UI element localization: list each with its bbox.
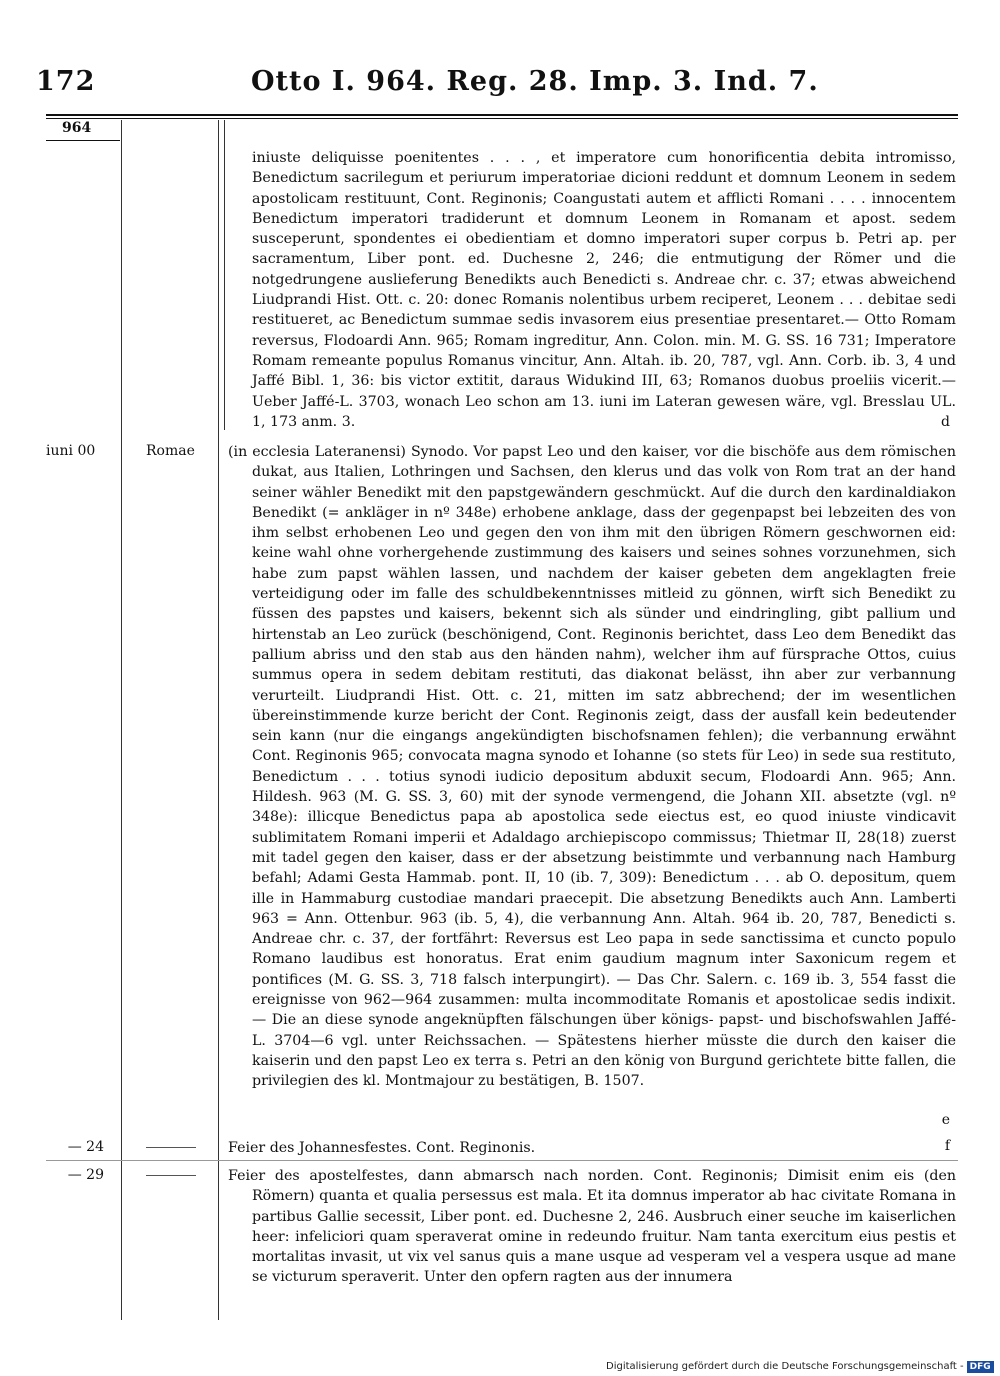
footer-credit (606, 1361, 994, 1373)
dfg-logo: DFG (967, 1361, 994, 1373)
entry-date: — 29 (67, 1167, 104, 1183)
entry-separator (46, 1160, 958, 1161)
regest-entry-2 (228, 442, 956, 1128)
regest-entry-3 (228, 1138, 956, 1158)
entry-paragraph: iniuste deliquisse poenitentes . . . , et imperatore cum honorificentia debita intromisso, Benedictum sacrilegum et periurum imperatoriae dicioni reddunt et domnum Leonem in sedem apostolicam restituunt, Cont. Reginonis; Coangustati autem et afflicti Romani . . . . innocentem Benedictum imperatori tradiderunt et domnum Leonem in Romanam et apost. sedem susceperunt, spondentes ei obedientiam et domno imperatori super corpus b. Petri ap. per sacramentum, Liber pont. ed. Duchesne 2, 246; die entmutigung der Römer und die notgedrungene auslieferung Benedikts auch Benedicti s. Andreae chr. c. 37; etwas abweichend Liudprandi Hist. Ott. c. 20: donec Romanis nolentibus urbem reciperet, Leonem . . . debitae sedi restitueret, ac Benedictum summae sedis invasorem eius presentiae presentaret.— Otto Romam reversus, Flodoardi Ann. 965; Romam ingreditur, Ann. Colon. min. M. G. SS. 16 731; Imperatore Romam remeante populus Romanus vincitur, Ann. Altah. ib. 20, 787, vgl. Ann. Corb. ib. 3, 4 und Jaffé Bibl. 1, 36: bis victor extitit, daraus Widukind III, 63; Romanos duobus proeliis vicerit.— Ueber Jaffé-L. 3703, wonach Leo schon am 13. iuni im Lateran gewesen wäre, vgl. Bresslau UL. 1, 173 anm. 3. (252, 150, 956, 430)
regest-entry-1 (228, 148, 956, 432)
entry-date: iuni 00 (46, 443, 96, 459)
place-ditto-rule (146, 1147, 196, 1148)
entry-letter: d (941, 414, 950, 430)
entry-place: Romae (146, 443, 195, 459)
year-rule (46, 140, 120, 141)
regest-entry-4 (228, 1166, 956, 1288)
header-rule-thin (46, 118, 958, 119)
entry-letter: e (941, 1112, 950, 1128)
footer-credit-text: Digitalisierung gefördert durch die Deutsche Forschungsgemeinschaft - (606, 1361, 964, 1372)
column-divider-text (218, 120, 219, 1320)
entry-paragraph: (in ecclesia Lateranensi) Synodo. Vor papst Leo und den kaiser, vor die bischöfe aus dem römischen dukat, aus Italien, Lothringen und Sachsen, den klerus und das volk von Rom trat an der hand seiner wähler Benedikt mit den papstgewändern geschmückt. Auf die durch den kardinaldiakon Benedikt (= ankläger in nº 348e) erhobene anklage, dass der gegenpapst bei lebzeiten des von ihm selbst erhobenen Leo und gegen den von ihm mit den übrigen Römern geschwornen eid: keine wahl ohne vorhergehende zustimmung des kaisers und seines sohnes vorzunehmen, sich habe zum papst wählen lassen, und nachdem der kaiser gebeten dem angeklagten freie verteidigung oder im falle des schuldbekenntnisses mitleid zu gönnen, wirft sich Benedikt zu füssen des papstes und kaisers, bekennt sich als sünder und eindringling, gibt pallium und hirtenstab an Leo zurück (beschönigend, Cont. Reginonis berichtet, dass Leo dem Benedikt das pallium abriss und den stab aus den händen nahm), welcher ihm auf fürsprache Ottos, cuius summus opera in sedem debitam restituti, das diakonat belässt, ihn aber zur verbannung verurteilt. Liudprandi Hist. Ott. c. 21, mitten im satz abbrechend; der im wesentlichen übereinstimmende kurze bericht der Cont. Reginonis zeigt, dass der ausfall kein bedeutender sein kann (nur die eingangs angekündigten bischofsnamen fehlen); die verbannung erwähnt Cont. Reginonis 965; convocata magna synodo et Iohanne (so stets für Leo) in sede sua restituto, Benedictum . . . totius synodi iudicio depositum abduxit secum, Flodoardi Ann. 965; Ann. Hildesh. 963 (M. G. SS. 3, 60) mit der synode vermengend, die Johann XII. absetzte (vgl. nº 348e): illicque Benedictus papa ab apostolica sede eiectus est, eo quod iniuste vindicavit sublimitatem Romani imperii et Adaldago archiepiscopo commissus; Thietmar II, 28(18) zuerst mit tadel gegen den kaiser, dass er der absetzung beistimmte und verbannung nach Hamburg befahl; Adami Gesta Hammab. pont. II, 10 (ib. 7, 309): Benedictum . . . ab O. depositum, quem ille in Hammaburg custodiae mandari praecepit. Die absetzung Benedikts auch Ann. Lamberti 963 = Ann. Ottenbur. 963 (ib. 5, 4), die verbannung Ann. Altah. 964 ib. 20, 787, Benedicti s. Andreae chr. c. 37, der fortfährt: Reversus est Leo papa in sede sanctissima et cuncto populo Romano laudibus est honoratus. Erat enim gaudium magnum inter Saxonicum regem et pontifices (M. G. SS. 3, 718 falsch interpungirt). — Das Chr. Salern. c. 169 ib. 3, 554 fasst die ereignisse von 962—964 zusammen: multa incommoditate Romanis et apostolicae sedis indixit. — Die an diese synode angeknüpften fälschungen über königs- papst- und bischofswahlen Jaffé-L. 3704—6 vgl. unter Reichssachen. — Spätestens hierher müsste die durch den kaiser die kaiserin und den papst Leo ex terra s. Petri an den könig von Burgund gerichtete bitte fallen, die privilegien des kl. Montmajour zu bestätigen, B. 1507. (228, 444, 956, 1090)
entry-date: — 24 (67, 1139, 104, 1155)
running-title: Otto I. 964. Reg. 28. Imp. 3. Ind. 7. (251, 66, 819, 97)
year-tag: 964 (62, 120, 92, 136)
entry-text (228, 1138, 956, 1158)
entry-text (228, 442, 956, 1092)
page-header (36, 66, 960, 106)
column-divider-date (121, 120, 122, 1320)
column-divider-inner (224, 120, 225, 430)
page-number: 172 (36, 66, 96, 97)
entry-text (228, 148, 956, 432)
entry-letter: f (944, 1138, 950, 1154)
entry-paragraph: Feier des Johannesfestes. Cont. Reginonis. (228, 1140, 536, 1156)
entry-text (228, 1166, 956, 1288)
place-ditto-rule (146, 1175, 196, 1176)
header-rule (46, 114, 958, 116)
entry-paragraph: Feier des apostelfestes, dann abmarsch nach norden. Cont. Reginonis; Dimisit enim eis (den Römern) quanta et qualia persessus est mala. Et ita domnus imperator ab hac civitate Romana in partibus Gallie secessit, Liber pont. ed. Duchesne 2, 246. Ausbruch einer seuche im kaiserlichen heer: infeliciori quam speraverat omine in redeundo fruitur. Nam tanta exercitum eius pestis et mortalitas invasit, ut vix vel sanus quis a mane usque ad vesperam vel a vespera usque ad mane se victurum speraverit. Unter den opfern ragten aus der innumera (228, 1168, 956, 1286)
